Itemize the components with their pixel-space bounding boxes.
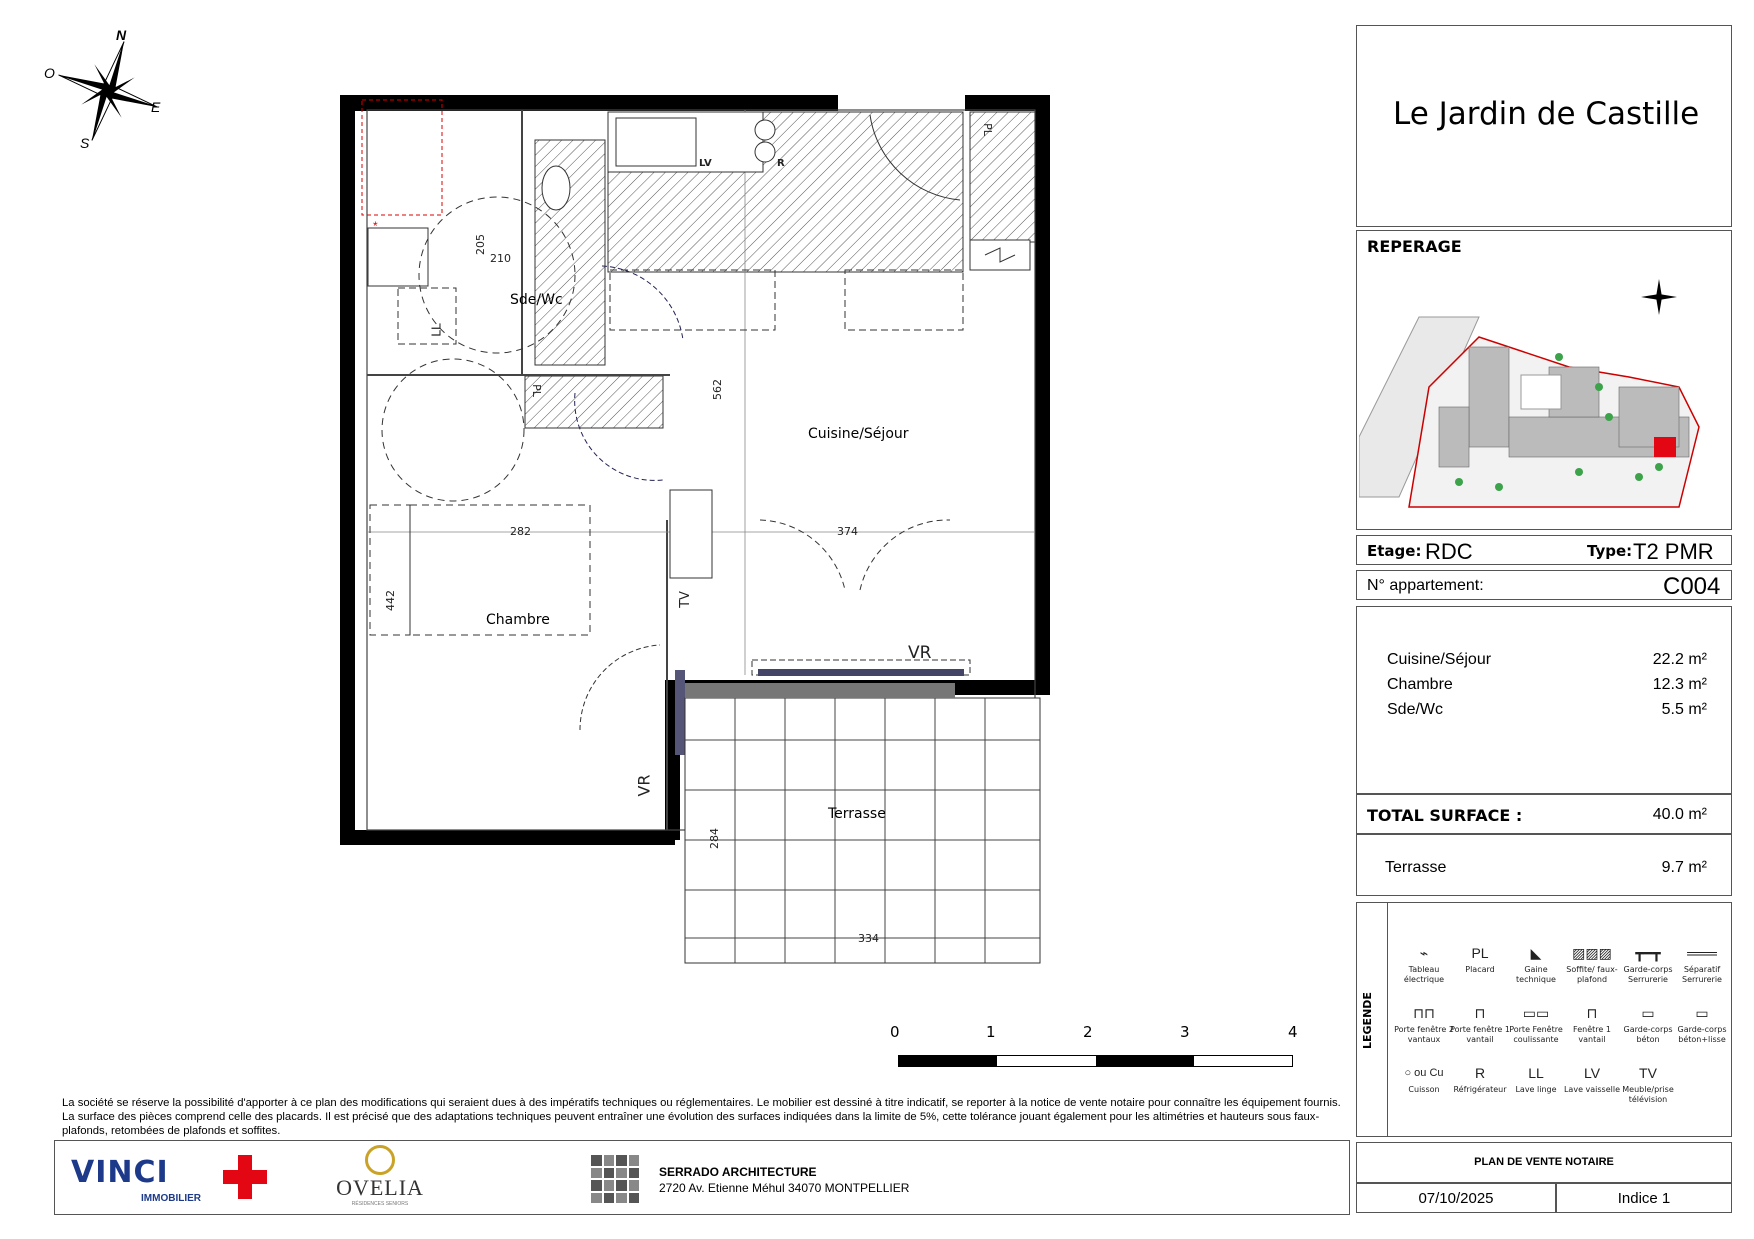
ovelia-logo-text: OVELIA (336, 1175, 424, 1200)
gaine-technique-icon: ◣ (1530, 945, 1542, 961)
compass-south: S (80, 135, 90, 151)
terrasse-box (1356, 834, 1732, 896)
ovelia-logo-sub: RÉSIDENCES SENIORS (351, 1201, 409, 1207)
ovelia-logo (325, 1145, 435, 1211)
etage-label: Etage: (1367, 542, 1422, 560)
legende-box (1356, 902, 1732, 1137)
dim-562: 562 (711, 379, 724, 400)
legend-item: ⌁ Tableau électrique (1393, 941, 1455, 985)
legende-title: LEGENDE (1361, 992, 1374, 1049)
surface-row-chambre (1387, 676, 1707, 694)
legend-item: ┳━┳ Garde-corps Serrurerie (1617, 941, 1679, 985)
total-surface-label: TOTAL SURFACE : (1367, 806, 1523, 825)
legend-item: ▭ Garde-corps béton (1617, 1001, 1679, 1045)
room-label-sejour: Cuisine/Séjour (808, 426, 909, 442)
terrasse-name: Terrasse (1385, 859, 1447, 876)
television-icon: TV (1639, 1065, 1657, 1081)
compass-west: O (44, 65, 55, 81)
cuisson-icon: ○ ou Cu (1404, 1067, 1444, 1079)
porte-fenetre-2-vantaux-icon: ⊓⊓ (1413, 1005, 1435, 1021)
separatif-serrurerie-icon: ═══ (1687, 945, 1717, 961)
legende-title-strip (1357, 903, 1388, 1136)
scale-tick-1: 1 (986, 1023, 996, 1041)
refrigerateur-icon: R (1474, 1065, 1486, 1081)
soffite-icon: ▨▨▨ (1572, 945, 1612, 961)
indice-box (1556, 1183, 1732, 1213)
mark-vr-chambre: VR (634, 774, 654, 797)
mark-pl-top: PL (980, 123, 994, 136)
porte-fenetre-coulissante-icon: ▭▭ (1522, 1005, 1550, 1021)
legend-item: ⊓ Fenêtre 1 vantail (1561, 1001, 1623, 1045)
mark-r: R (777, 158, 785, 169)
lave-vaisselle-icon: LV (1583, 1065, 1601, 1081)
fenetre-1-vantail-icon: ⊓ (1586, 1005, 1598, 1021)
floor-plan-drawing (340, 90, 1060, 1000)
legend-item: ═══ Séparatif Serrurerie (1671, 941, 1733, 985)
reperage-box (1356, 230, 1732, 530)
vinci-logo (71, 1155, 271, 1205)
scale-tick-0: 0 (890, 1023, 900, 1041)
mark-ll: LL (429, 323, 444, 337)
mark-vr-bay: VR (908, 643, 932, 663)
scale-bar (890, 1020, 1300, 1070)
lave-linge-icon: LL (1528, 1065, 1544, 1081)
project-title: Le Jardin de Castille (1393, 96, 1700, 132)
plan-title: PLAN DE VENTE NOTAIRE (1474, 1156, 1614, 1168)
mark-tv: TV (677, 591, 693, 608)
dim-374: 374 (837, 525, 858, 538)
mark-pl-mid: PL (529, 384, 543, 397)
tableau-electrique-icon: ⌁ (1419, 945, 1429, 961)
architect-address: 2720 Av. Etienne Méhul 34070 MONTPELLIER (659, 1181, 910, 1195)
porte-fenetre-1-vantail-icon: ⊓ (1474, 1005, 1486, 1021)
disclaimer-text: La société se réserve la possibilité d'apporter à ce plan des modifications qui seraient dues à des impératifs techniques ou réglementaires. Le mobilier est dessiné à titre indicatif, se reporter à la notice de vente notaire pour connaître les équipement fournis. La surface des pièces comprend celle des placards. Il est précisé que des adaptations techniques peuvent entraîner une évolution des surfaces indiquées dans la limite de 5%, cette tolérance jouant également pour les altimétries et hauteurs sous faux-plafonds, retombées de plafonds et soffites. (62, 1097, 1341, 1137)
surface-name: Cuisine/Séjour (1387, 651, 1492, 668)
total-surface-box (1356, 794, 1732, 834)
placard-icon: PL (1471, 945, 1489, 961)
serrado-logo-icon (591, 1155, 639, 1203)
surface-value: 5.5 m² (1661, 701, 1707, 718)
garde-corps-beton-lisse-icon: ▭ (1695, 1005, 1709, 1021)
legend-item: ▭ Garde-corps béton+lisse (1671, 1001, 1733, 1045)
legend-item: PL Placard (1449, 941, 1511, 975)
date-box (1356, 1183, 1556, 1213)
legend-item: ▭▭ Porte Fenêtre coulissante (1505, 1001, 1567, 1045)
scale-segments (898, 1055, 1293, 1067)
legend-item: TV Meuble/prise télévision (1617, 1061, 1679, 1105)
site-map-icon (1359, 267, 1729, 527)
plan-indice: Indice 1 (1617, 1190, 1671, 1207)
garde-corps-serrurerie-icon: ┳━┳ (1635, 945, 1661, 961)
plan-title-box (1356, 1142, 1732, 1183)
surface-name: Chambre (1387, 676, 1453, 693)
surface-row-sde (1387, 701, 1707, 719)
appartement-value: C004 (1663, 573, 1721, 600)
scale-tick-2: 2 (1083, 1023, 1093, 1041)
surfaces-box (1356, 606, 1732, 794)
terrasse-value: 9.7 m² (1661, 859, 1707, 876)
compass-east: E (151, 99, 161, 115)
surface-value: 22.2 m² (1652, 651, 1707, 668)
dim-284: 284 (708, 828, 721, 849)
dim-205: 205 (474, 234, 487, 255)
reperage-label: REPERAGE (1367, 237, 1462, 256)
compass-north: N (116, 27, 127, 43)
floor-plan (340, 90, 1060, 1000)
vinci-cross-icon (223, 1155, 267, 1199)
surface-value: 12.3 m² (1652, 676, 1707, 693)
appartement-box (1356, 570, 1732, 600)
appartement-label: N° appartement: (1367, 577, 1484, 594)
dim-334: 334 (858, 932, 879, 945)
etage-type-box (1356, 535, 1732, 565)
surface-name: Sde/Wc (1387, 701, 1444, 718)
mark-lv: LV (699, 158, 712, 169)
type-value: T2 PMR (1633, 539, 1714, 564)
footer-logos (54, 1140, 1350, 1215)
surface-row-sejour (1387, 651, 1707, 669)
legend-item: LL Lave linge (1505, 1061, 1567, 1095)
dim-282: 282 (510, 525, 531, 538)
room-label-terrasse: Terrasse (828, 806, 886, 822)
site-map-image (1359, 267, 1729, 527)
scale-tick-4: 4 (1288, 1023, 1298, 1041)
legend-item: R Réfrigérateur (1449, 1061, 1511, 1095)
legend-item: ▨▨▨ Soffite/ faux-plafond (1561, 941, 1623, 985)
legend-item: ⊓ Porte fenêtre 1 vantail (1449, 1001, 1511, 1045)
architect-name: SERRADO ARCHITECTURE (659, 1165, 817, 1179)
legend-item: LV Lave vaisselle (1561, 1061, 1623, 1095)
type-label: Type: (1587, 542, 1633, 560)
dim-210: 210 (490, 252, 511, 265)
svg-text:*: * (373, 219, 378, 233)
compass-rose (40, 25, 170, 155)
etage-value: RDC (1425, 539, 1473, 564)
vinci-logo-text: VINCI (71, 1155, 169, 1190)
legend-item: ⊓⊓ Porte fenêtre 2 vantaux (1393, 1001, 1455, 1045)
compass-icon (40, 25, 170, 155)
total-surface-value: 40.0 m² (1652, 806, 1707, 823)
plan-date: 07/10/2025 (1418, 1190, 1494, 1207)
room-label-sde: Sde/Wc (510, 292, 563, 308)
legend-item: ◣ Gaine technique (1505, 941, 1567, 985)
legend-item: ○ ou Cu Cuisson (1393, 1061, 1455, 1095)
ovelia-sun-icon (365, 1145, 395, 1175)
dim-442: 442 (384, 590, 397, 611)
vinci-logo-sub: IMMOBILIER (141, 1193, 201, 1204)
room-label-chambre: Chambre (486, 612, 550, 628)
project-title-box (1356, 25, 1732, 227)
garde-corps-beton-icon: ▭ (1641, 1005, 1655, 1021)
scale-tick-3: 3 (1180, 1023, 1190, 1041)
